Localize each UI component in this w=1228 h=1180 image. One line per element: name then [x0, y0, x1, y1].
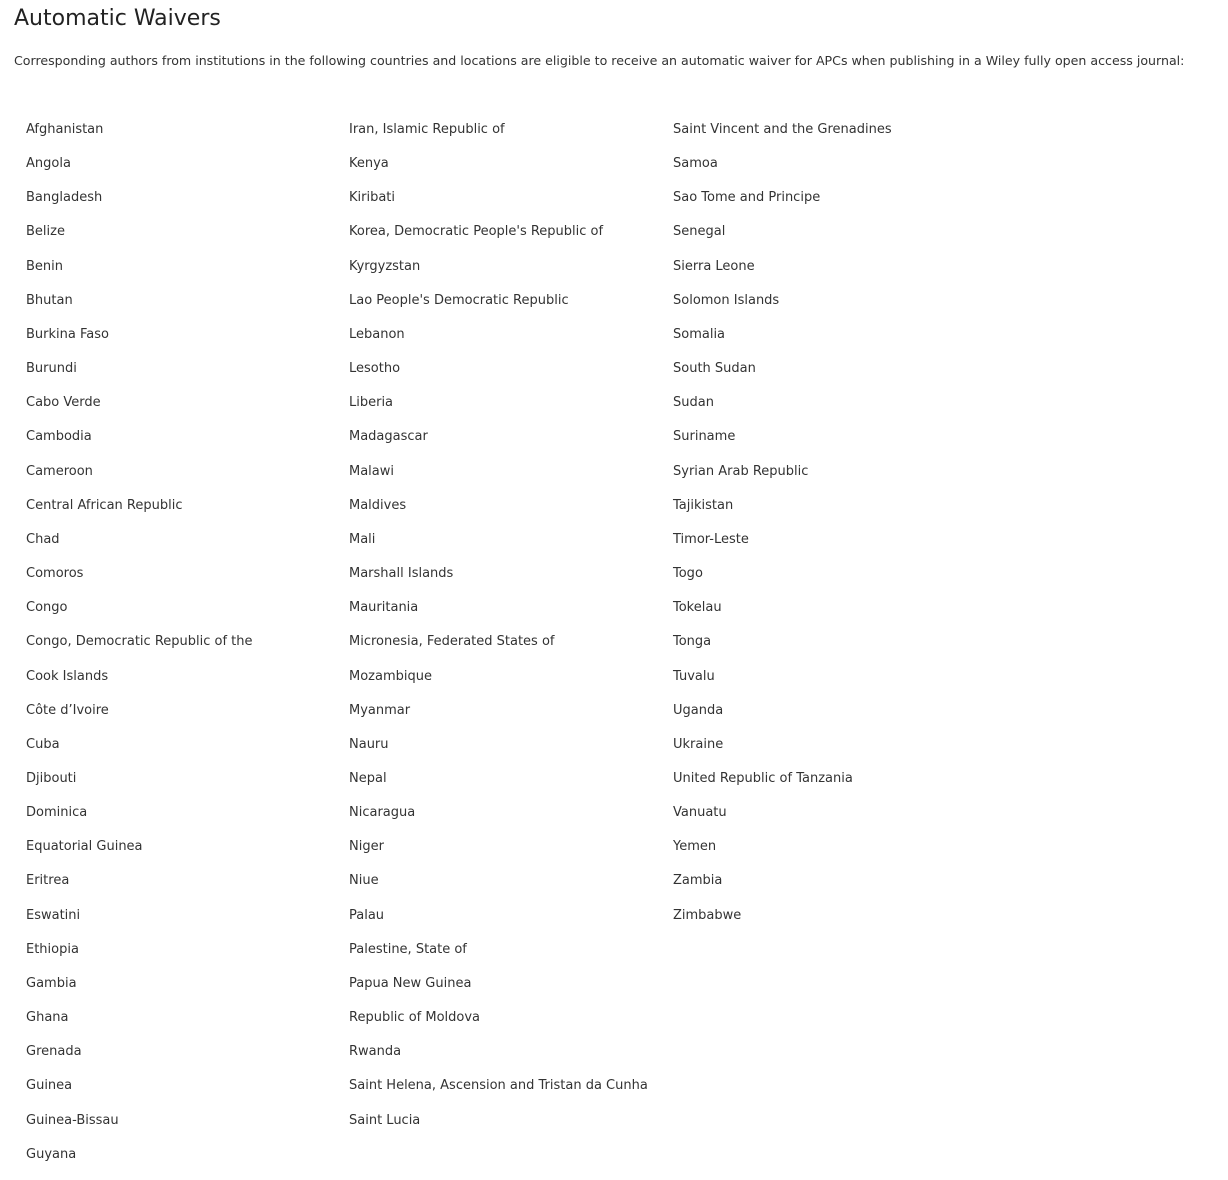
country-item: Palau — [349, 907, 385, 923]
country-item: Vanuatu — [673, 805, 727, 821]
country-item: Somalia — [673, 326, 726, 342]
country-columns — [26, 121, 973, 1180]
country-item: Cabo Verde — [26, 395, 101, 411]
country-item: Afghanistan — [26, 122, 104, 137]
country-item: Equatorial Guinea — [26, 839, 143, 855]
country-item: Mauritania — [349, 600, 419, 616]
country-item: Gambia — [26, 975, 77, 991]
country-item: Guinea — [26, 1078, 73, 1094]
country-item: Mali — [349, 531, 376, 547]
country-item: Lao People's Democratic Republic — [349, 292, 569, 308]
country-item: Togo — [673, 566, 703, 582]
country-item: Suriname — [673, 429, 736, 445]
country-item: Central African Republic — [26, 497, 183, 513]
country-item: Nicaragua — [349, 805, 416, 821]
country-item: Palestine, State of — [349, 941, 467, 957]
country-item: Guinea-Bissau — [26, 1112, 119, 1128]
country-item: Burundi — [26, 361, 77, 377]
country-list-column-2 — [349, 121, 673, 1180]
country-item: Grenada — [26, 1044, 82, 1060]
country-item: Samoa — [673, 156, 718, 172]
country-item: Korea, Democratic People's Republic of — [349, 224, 604, 240]
country-item: Sudan — [673, 395, 714, 411]
country-item: United Republic of Tanzania — [673, 770, 853, 786]
country-item: Niger — [349, 839, 384, 855]
country-item: Liberia — [349, 395, 394, 411]
country-item: Kenya — [349, 156, 389, 172]
country-item: Senegal — [673, 224, 726, 240]
country-item: Comoros — [26, 566, 84, 582]
country-item: Maldives — [349, 497, 407, 513]
country-item: Mozambique — [349, 668, 432, 684]
country-item: Sao Tome and Principe — [673, 190, 821, 206]
country-item: Ukraine — [673, 736, 724, 752]
country-item: Lebanon — [349, 326, 405, 342]
country-item: Sierra Leone — [673, 258, 755, 274]
country-item: Tokelau — [673, 600, 722, 616]
country-item: Micronesia, Federated States of — [349, 634, 555, 650]
country-item: Nauru — [349, 736, 389, 752]
country-item: Tuvalu — [673, 668, 715, 684]
country-item: Benin — [26, 258, 64, 274]
country-item: Ethiopia — [26, 941, 79, 957]
country-item: Côte d’Ivoire — [26, 702, 109, 718]
country-item: Nepal — [349, 770, 387, 786]
country-item: South Sudan — [673, 361, 756, 377]
country-item: Marshall Islands — [349, 566, 454, 582]
intro-text: Corresponding authors from institutions in the following countries and locations are eligible to receive an automatic waiver for APCs when publishing in a Wiley fully open access journal: — [14, 53, 1185, 68]
country-item: Guyana — [26, 1146, 77, 1162]
country-item: Madagascar — [349, 429, 428, 445]
country-item: Dominica — [26, 805, 88, 821]
country-item: Niue — [349, 873, 379, 889]
country-item: Burkina Faso — [26, 326, 109, 342]
country-item: Syrian Arab Republic — [673, 463, 809, 479]
country-item: Saint Helena, Ascension and Tristan da Cunha — [349, 1078, 648, 1094]
country-item: Papua New Guinea — [349, 975, 472, 991]
country-list-column-1 — [26, 121, 349, 1180]
country-item: Eritrea — [26, 873, 70, 889]
page-title: Automatic Waivers — [14, 6, 221, 31]
country-item: Republic of Moldova — [349, 1010, 481, 1026]
country-item: Myanmar — [349, 702, 411, 718]
country-item: Saint Vincent and the Grenadines — [673, 122, 892, 137]
country-item: Kiribati — [349, 190, 396, 206]
country-item: Tajikistan — [673, 497, 734, 513]
country-item: Timor-Leste — [673, 531, 749, 547]
country-item: Congo, Democratic Republic of the — [26, 634, 253, 650]
country-item: Solomon Islands — [673, 292, 780, 308]
country-item: Cook Islands — [26, 668, 109, 684]
country-item: Kyrgyzstan — [349, 258, 421, 274]
country-item: Eswatini — [26, 907, 81, 923]
country-item: Bhutan — [26, 292, 73, 308]
country-item: Cameroon — [26, 463, 93, 479]
country-item: Lesotho — [349, 361, 401, 377]
country-item: Tonga — [673, 634, 712, 650]
country-item: Cambodia — [26, 429, 92, 445]
country-item: Iran, Islamic Republic of — [349, 122, 505, 137]
country-item: Zimbabwe — [673, 907, 742, 923]
country-item: Cuba — [26, 736, 60, 752]
country-item: Saint Lucia — [349, 1112, 421, 1128]
country-item: Djibouti — [26, 770, 77, 786]
country-list-column-3 — [673, 121, 973, 1180]
country-item: Yemen — [673, 839, 717, 855]
country-item: Zambia — [673, 873, 723, 889]
country-item: Rwanda — [349, 1044, 402, 1060]
country-item: Chad — [26, 531, 60, 547]
country-item: Angola — [26, 156, 71, 172]
country-item: Congo — [26, 600, 68, 616]
country-item: Belize — [26, 224, 65, 240]
country-item: Uganda — [673, 702, 724, 718]
country-item: Bangladesh — [26, 190, 103, 206]
country-item: Ghana — [26, 1010, 69, 1026]
country-item: Malawi — [349, 463, 395, 479]
